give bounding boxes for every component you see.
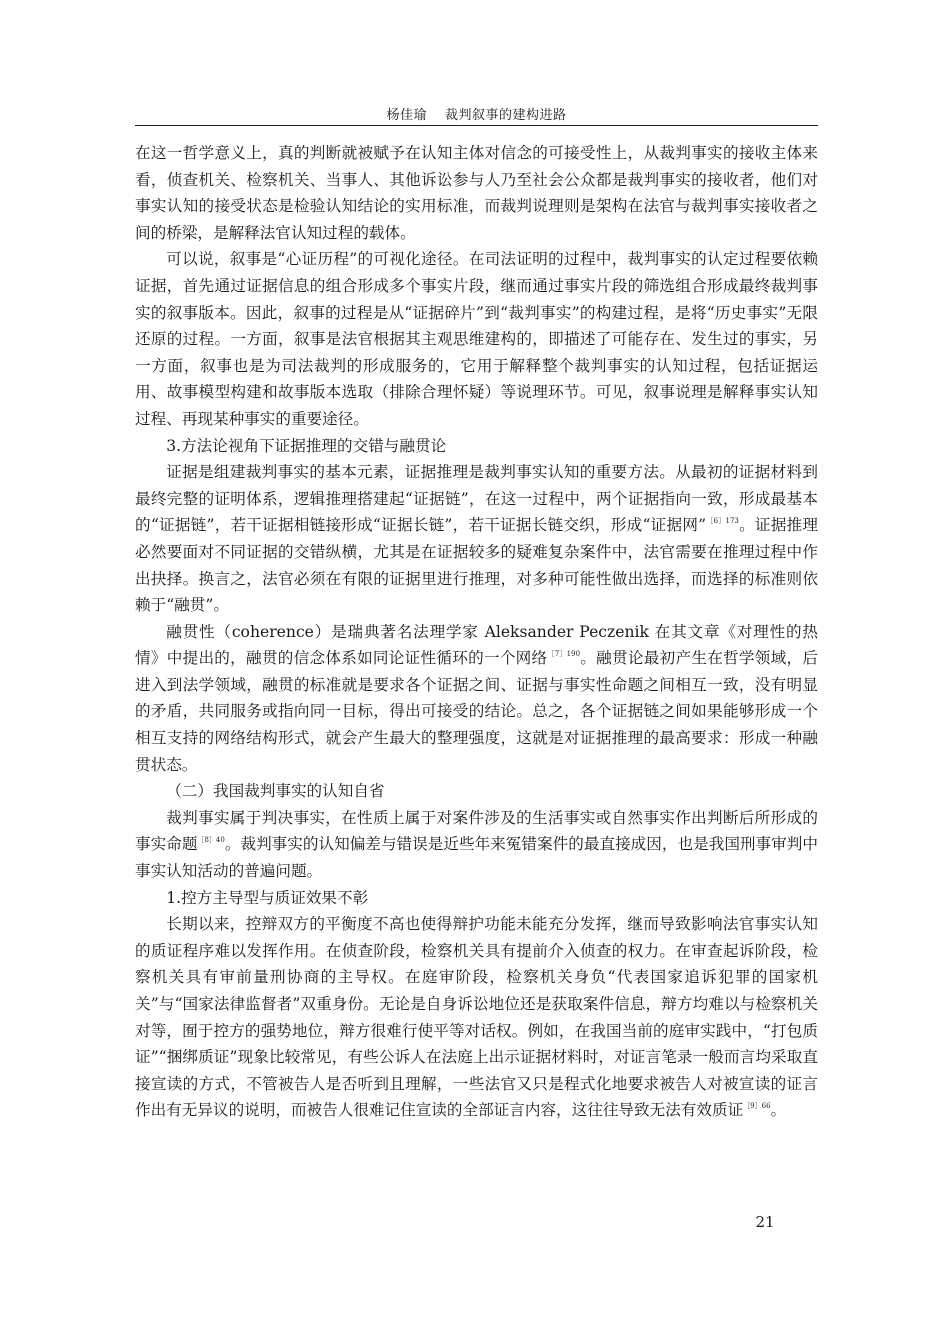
header-author: 杨佳瑜: [386, 108, 427, 123]
header-title: 裁判叙事的建构进路: [445, 108, 567, 123]
article-body: [135, 140, 818, 1124]
paragraph: 证据是组建裁判事实的基本元素，证据推理是裁判事实认知的重要方法。从最初的证据材料到最终完整的证明体系，逻辑推理搭建起“证据链”，在这一过程中，两个证据指向一致，形成最基本的“证据链”，若干证据相链接形成“证据长链”，若干证据长链交织，形成“证据网”$^{[6]173}$。证据推理必然要面对不同证据的交错纵横，尤其是在证据较多的疑难复杂案件中，法官需要在推理过程中作出抉择。换言之，法官必须在有限的证据里进行推理，对多种可能性做出选择，而选择的标准则依赖于“融贯”。: [135, 463, 818, 615]
section-heading: 3.方法论视角下证据推理的交错与融贯论: [166, 436, 447, 455]
citation: ［7］190: [547, 650, 581, 659]
page-number: 21: [755, 1213, 775, 1231]
paragraph: 裁判事实属于判决事实，在性质上属于对案件涉及的生活事实或自然事实作出判断后所形成的事实命题$^{[8]40}$。裁判事实的认知偏差与错误是近些年来冤错案件的最直接成因，也是我国刑事审判中事实认知活动的普遍问题。: [135, 808, 818, 881]
paragraph: 可以说，叙事是“心证历程”的可视化途径。在司法证明的过程中，裁判事实的认定过程要依赖证据，首先通过证据信息的组合形成多个事实片段，继而通过事实片段的筛选组合形成最终裁判事实的叙事版本。因此，叙事的过程是从“证据碎片”到“裁判事实”的构建过程，是将“历史事实”无限还原的过程。一方面，叙事是法官根据其主观思维建构的，即描述了可能存在、发生过的事实，另一方面，叙事也是为司法裁判的形成服务的，它用于解释整个裁判事实的认知过程，包括证据运用、故事模型构建和故事版本选取（排除合理怀疑）等说理环节。可见，叙事说理是解释事实认知过程、再现某种事实的重要途径。: [135, 250, 818, 428]
citation: ［8］40: [197, 836, 225, 845]
citation: ［9］66: [743, 1102, 771, 1111]
paragraph: 长期以来，控辩双方的平衡度不高也使得辩护功能未能充分发挥，继而导致影响法官事实认知的质证程序难以发挥作用。在侦查阶段，检察机关具有提前介入侦查的权力。在审查起诉阶段，检察机关具有审前量刑协商的主导权。在庭审阶段，检察机关身负“代表国家追诉犯罪的国家机关”与“国家法律监督者”双重身份。无论是自身诉讼地位还是获取案件信息，辩方均难以与检察机关对等，囿于控方的强势地位，辩方很难行使平等对话权。例如，在我国当前的庭审实践中，“打包质证”“捆绑质证”现象比较常见，有些公诉人在法庭上出示证据材料时，对证言笔录一般而言均采取直接宣读的方式，不管被告人是否听到且理解，一些法官又只是程式化地要求被告人对被宣读的证言作出有无异议的说明，而被告人很难记住宣读的全部证言内容，这往往导致无法有效质证$^{[9]66}$。: [135, 915, 818, 1120]
section-heading: 1.控方主导型与质证效果不彰: [166, 888, 369, 907]
citation: ［6］173: [706, 517, 739, 526]
section-heading: （二）我国裁判事实的认知自省: [166, 782, 385, 801]
paragraph: 在这一哲学意义上，真的判断就被赋予在认知主体对信念的可接受性上，从裁判事实的接收主体来看，侦查机关、检察机关、当事人、其他诉讼参与人乃至社会公众都是裁判事实的接收者，他们对事实认知的接受状态是检验认知结论的实用标准，而裁判说理则是架构在法官与裁判事实接收者之间的桥梁，是解释法官认知过程的载体。: [135, 144, 818, 242]
paragraph: 融贯性（coherence）是瑞典著名法理学家 Aleksander Peczenik 在其文章《对理性的热情》中提出的，融贯的信念体系如同论证性循环的一个网络$^{[7]190}$。融贯论最初产生在哲学领域，后进入到法学领域，融贯的标准就是要求各个证据之间、证据与事实性命题之间相互一致，没有明显的矛盾，共同服务或指向同一目标，得出可接受的结论。总之，各个证据链之间如果能够形成一个相互支持的网络结构形式，就会产生最大的整理强度，这就是对证据推理的最高要求：形成一种融贯状态。: [135, 622, 818, 774]
running-header: [135, 104, 818, 123]
header-rule: [135, 125, 818, 126]
